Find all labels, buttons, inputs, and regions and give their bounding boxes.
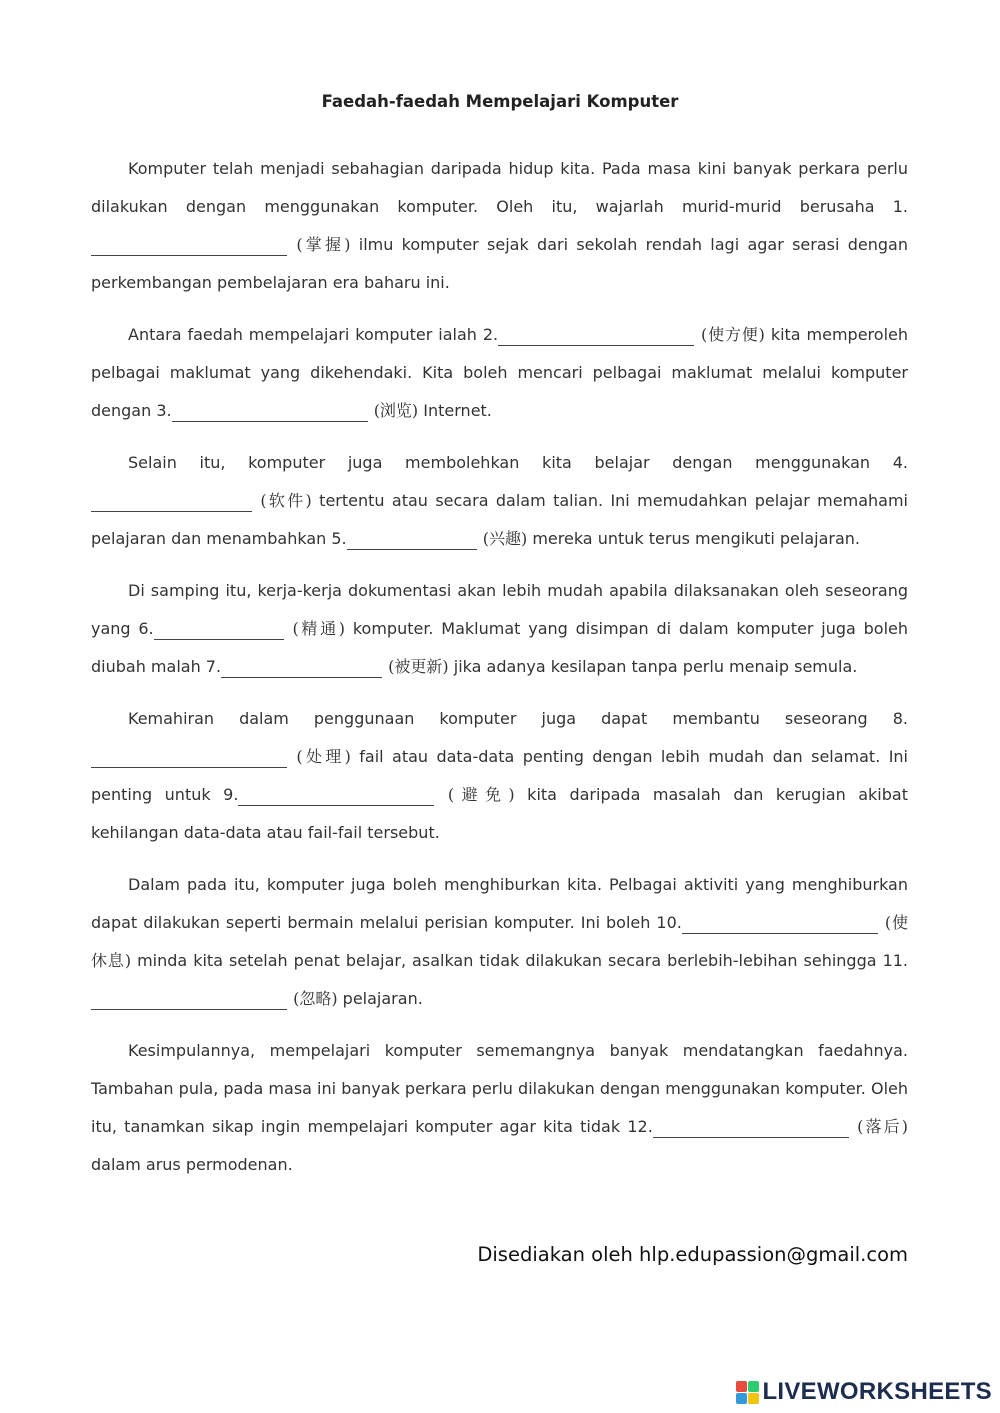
answer-input[interactable] — [91, 990, 287, 1010]
paragraph-text: kita daripada masalah dan kerugian akibat kehilangan data-data atau fail-fail tersebut. — [91, 785, 908, 842]
paragraph-text: kita memperoleh pelbagai maklumat yang dikehendaki. Kita boleh mencari pelbagai maklumat melalui komputer dengan — [91, 325, 908, 420]
chinese-hint: (掌握) — [296, 235, 351, 254]
liveworksheets-logo — [736, 1378, 992, 1406]
logo-text: LIVEWORKSHEETS — [762, 1378, 992, 1405]
paragraph-text: Di samping itu, kerja-kerja dokumentasi akan lebih mudah apabila dilaksanakan oleh seseorang yang — [91, 581, 908, 638]
answer-input[interactable] — [238, 786, 434, 806]
paragraph-text: fail atau data-data penting dengan lebih mudah dan selamat. Ini penting untuk — [91, 747, 908, 804]
blank-number: 2. — [482, 325, 499, 344]
paragraph — [91, 1032, 908, 1184]
paragraph — [91, 316, 908, 430]
blank-number: 7. — [205, 657, 222, 676]
chinese-hint: (精通) — [292, 619, 346, 638]
answer-input[interactable] — [154, 620, 284, 640]
answer-input[interactable] — [172, 402, 368, 422]
blank-number: 6. — [138, 619, 154, 638]
chinese-hint: (使休息) — [91, 913, 908, 970]
answer-input[interactable] — [91, 492, 252, 512]
chinese-hint: (落后) — [857, 1117, 908, 1136]
paragraph-text: tertentu atau secara dalam talian. Ini memudahkan pelajar memahami pelajaran dan menambahkan — [91, 491, 908, 548]
chinese-hint: (使方便) — [701, 325, 765, 344]
answer-input[interactable] — [91, 236, 287, 256]
paragraph — [91, 700, 908, 852]
document-body — [91, 150, 908, 1198]
paragraph-text: Selain itu, komputer juga membolehkan kita belajar dengan menggunakan — [128, 453, 893, 472]
blank-number: 3. — [156, 401, 172, 420]
blank-number: 10. — [656, 913, 682, 932]
answer-input[interactable] — [91, 748, 287, 768]
chinese-hint: (软件) — [260, 491, 312, 510]
paragraph-text: mereka untuk terus mengikuti pelajaran. — [527, 529, 860, 548]
answer-input[interactable] — [682, 914, 878, 934]
paragraph — [91, 572, 908, 686]
paragraph-text: jika adanya kesilapan tanpa perlu menaip semula. — [448, 657, 858, 676]
paragraph-text: Antara faedah mempelajari komputer ialah — [128, 325, 483, 344]
paragraph-text: Komputer telah menjadi sebahagian daripada hidup kita. Pada masa kini banyak perkara perlu dilakukan dengan menggunakan komputer. Oleh itu, wajarlah murid-murid berusaha — [91, 159, 908, 216]
paragraph-text: dalam arus permodenan. — [91, 1155, 293, 1174]
blank-number: 11. — [882, 951, 909, 970]
document-title: Faedah-faedah Mempelajari Komputer — [321, 92, 679, 111]
blank-number: 1. — [892, 197, 908, 216]
paragraph-text: Kemahiran dalam penggunaan komputer juga dapat membantu seseorang — [128, 709, 893, 728]
paragraph-text: minda kita setelah penat belajar, asalkan tidak dilakukan secara berlebih-lebihan sehingga — [131, 951, 883, 970]
logo-mark-icon — [736, 1381, 759, 1404]
paragraph-text: Dalam pada itu, komputer juga boleh menghiburkan kita. Pelbagai aktiviti yang menghiburkan dapat dilakukan seperti bermain melalui perisian komputer. Ini boleh — [91, 875, 908, 932]
paragraph-text: Internet. — [418, 401, 492, 420]
paragraph-text: ilmu komputer sejak dari sekolah rendah lagi agar serasi dengan perkembangan pembelajaran era baharu ini. — [91, 235, 908, 292]
blank-number: 9. — [223, 785, 239, 804]
paragraph-text: Kesimpulannya, mempelajari komputer sememangnya banyak mendatangkan faedahnya. Tambahan pula, pada masa ini banyak perkara perlu dilakukan dengan menggunakan komputer. Oleh itu, tanamkan sikap ingin mempelajari komputer agar kita tidak — [91, 1041, 908, 1136]
answer-input[interactable] — [653, 1118, 849, 1138]
blank-number: 12. — [627, 1117, 653, 1136]
credit-line: Disediakan oleh hlp.edupassion@gmail.com — [477, 1243, 908, 1266]
answer-input[interactable] — [221, 658, 382, 678]
blank-number: 5. — [331, 529, 347, 548]
answer-input[interactable] — [347, 530, 477, 550]
paragraph — [91, 150, 908, 302]
chinese-hint: (兴趣) — [482, 529, 528, 548]
paragraph — [91, 866, 908, 1018]
chinese-hint: (被更新) — [388, 657, 449, 676]
chinese-hint: (忽略) — [293, 989, 338, 1008]
paragraph-text: komputer. Maklumat yang disimpan di dalam komputer juga boleh diubah malah — [91, 619, 908, 676]
chinese-hint: (处理) — [296, 747, 351, 766]
chinese-hint: (避免) — [447, 785, 515, 804]
paragraph-text: pelajaran. — [337, 989, 423, 1008]
answer-input[interactable] — [498, 326, 694, 346]
paragraph — [91, 444, 908, 558]
blank-number: 4. — [892, 453, 908, 472]
blank-number: 8. — [892, 709, 908, 728]
chinese-hint: (浏览) — [373, 401, 419, 420]
